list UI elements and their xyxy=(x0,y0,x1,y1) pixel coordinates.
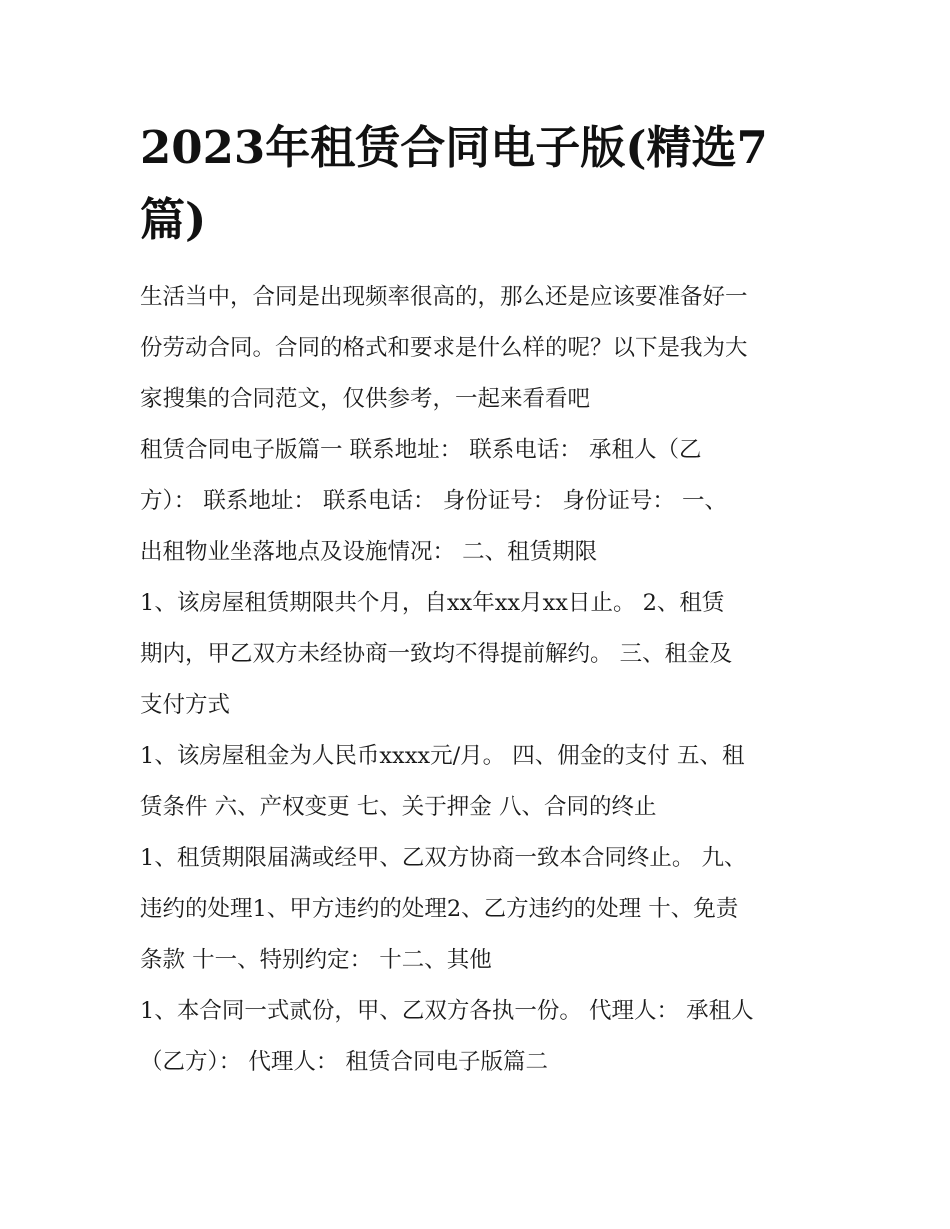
text-line: （乙方）： 代理人： 租赁合同电子版篇二 xyxy=(140,1049,549,1075)
contract-section-paragraph xyxy=(140,425,820,578)
rent-paragraph xyxy=(140,731,820,833)
text-line: 出租物业坐落地点及设施情况： 二、租赁期限 xyxy=(140,539,598,565)
text-line: 期内，甲乙双方未经协商一致均不得提前解约。 三、租金及 xyxy=(140,641,733,667)
text-line: 方）： 联系地址： 联系电话： 身份证号： 身份证号： 一、 xyxy=(140,488,728,514)
text-line: 生活当中，合同是出现频率很高的，那么还是应该要准备好一 xyxy=(140,284,748,310)
text-line: 支付方式 xyxy=(140,692,231,718)
termination-paragraph xyxy=(140,833,820,986)
text-line: 家搜集的合同范文，仅供参考，一起来看看吧 xyxy=(140,386,591,412)
text-line: 赁条件 六、产权变更 七、关于押金 八、合同的终止 xyxy=(140,794,657,820)
text-line: 1、该房屋租金为人民币xxxx元/月。 四、佣金的支付 五、租 xyxy=(140,743,745,769)
text-line: 份劳动合同。合同的格式和要求是什么样的呢？以下是我为大 xyxy=(140,335,748,361)
text-line: 1、租赁期限届满或经甲、乙双方协商一致本合同终止。 九、 xyxy=(140,845,747,871)
text-line: 1、本合同一式贰份，甲、乙双方各执一份。 代理人： 承租人 xyxy=(140,998,754,1024)
document-title xyxy=(140,112,820,256)
signature-paragraph xyxy=(140,986,820,1088)
document-body xyxy=(140,272,820,1088)
text-line: 1、该房屋租赁期限共个月，自xx年xx月xx日止。 2、租赁 xyxy=(140,590,725,616)
lease-term-paragraph xyxy=(140,578,820,731)
title-line: 篇) xyxy=(140,193,207,246)
title-line: 2023年租赁合同电子版(精选7 xyxy=(140,121,768,174)
text-line: 租赁合同电子版篇一 联系地址： 联系电话： 承租人（乙 xyxy=(140,437,702,463)
intro-paragraph xyxy=(140,272,820,425)
text-line: 条款 十一、特别约定： 十二、其他 xyxy=(140,947,492,973)
text-line: 违约的处理1、甲方违约的处理2、乙方违约的处理 十、免责 xyxy=(140,896,739,922)
